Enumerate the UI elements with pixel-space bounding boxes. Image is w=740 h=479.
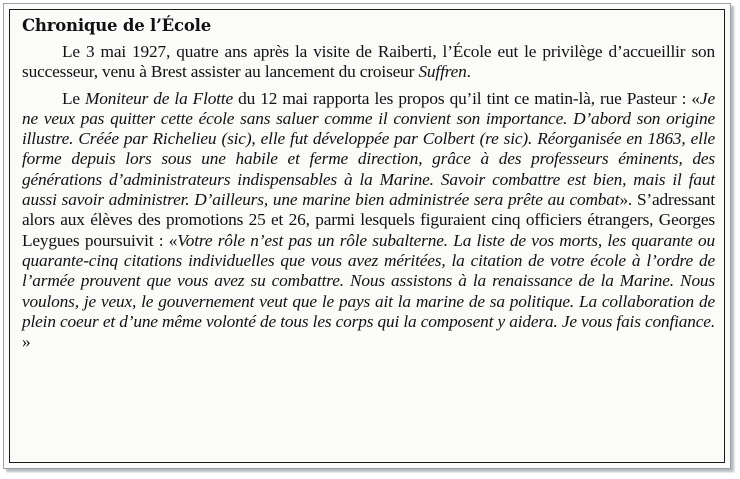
paragraph-2-text-b: ». S’adressant alors aux élèves des promotions 25 et 26, parmi lesquels figuraient cinq officiers étrangers, Georges Leygues poursuivit : « [22,190,715,250]
paragraph-2-text-a: du 12 mai rapporta les propos qu’il tint ce matin-là, rue Pasteur : « [233,88,700,108]
paragraph-1 [22,42,715,83]
newspaper-name: Moniteur de la Flotte [85,88,234,108]
paragraph-2 [22,89,715,353]
quote-school: Je ne veux pas quitter cette école sans saluer comme il convient son importance. D’abord son origine illustre. Créée par Richelieu (sic), elle fut développée par Colbert (re sic). Réorganisée en 1863, elle forme depuis lors sous une habile et ferme direction, grâce à des professeurs éminents, des générations d’administrateurs indispensables à la Marine. Savoir combattre est bien, mais il faut aussi savoir administrer. D’ailleurs, une marine bien administrée sera prête au combat [22,88,715,210]
paragraph-2-text-c: » [22,332,31,352]
document-box [9,9,725,463]
paragraph-1-end: . [466,62,471,82]
paragraph-1-text: Le 3 mai 1927, quatre ans après la visite de Raiberti, l’École eut le privilège d’accueillir son successeur, venu à Brest assister au lancement du croiseur [22,42,715,82]
quote-students: Votre rôle n’est pas un rôle subalterne. La liste de vos morts, les quarante ou quarante-cinq citations individuelles que vous avez méritées, la citation de votre école à l’ordre de l’armée prouvent que vous avez su combattre. Nous assistons à la renaissance de la Marine. Nous voulons, je veux, le gouvernement veut que le pays ait la marine de sa politique. La collaboration de plein coeur et d’une même volonté de tous les corps qui la composent y aidera. Je vous fais confiance. [22,230,715,331]
ship-name: Suffren [418,62,467,82]
document-frame [3,3,731,469]
section-title: Chronique de l’École [22,16,212,35]
paragraph-2-lead: Le [62,88,86,108]
